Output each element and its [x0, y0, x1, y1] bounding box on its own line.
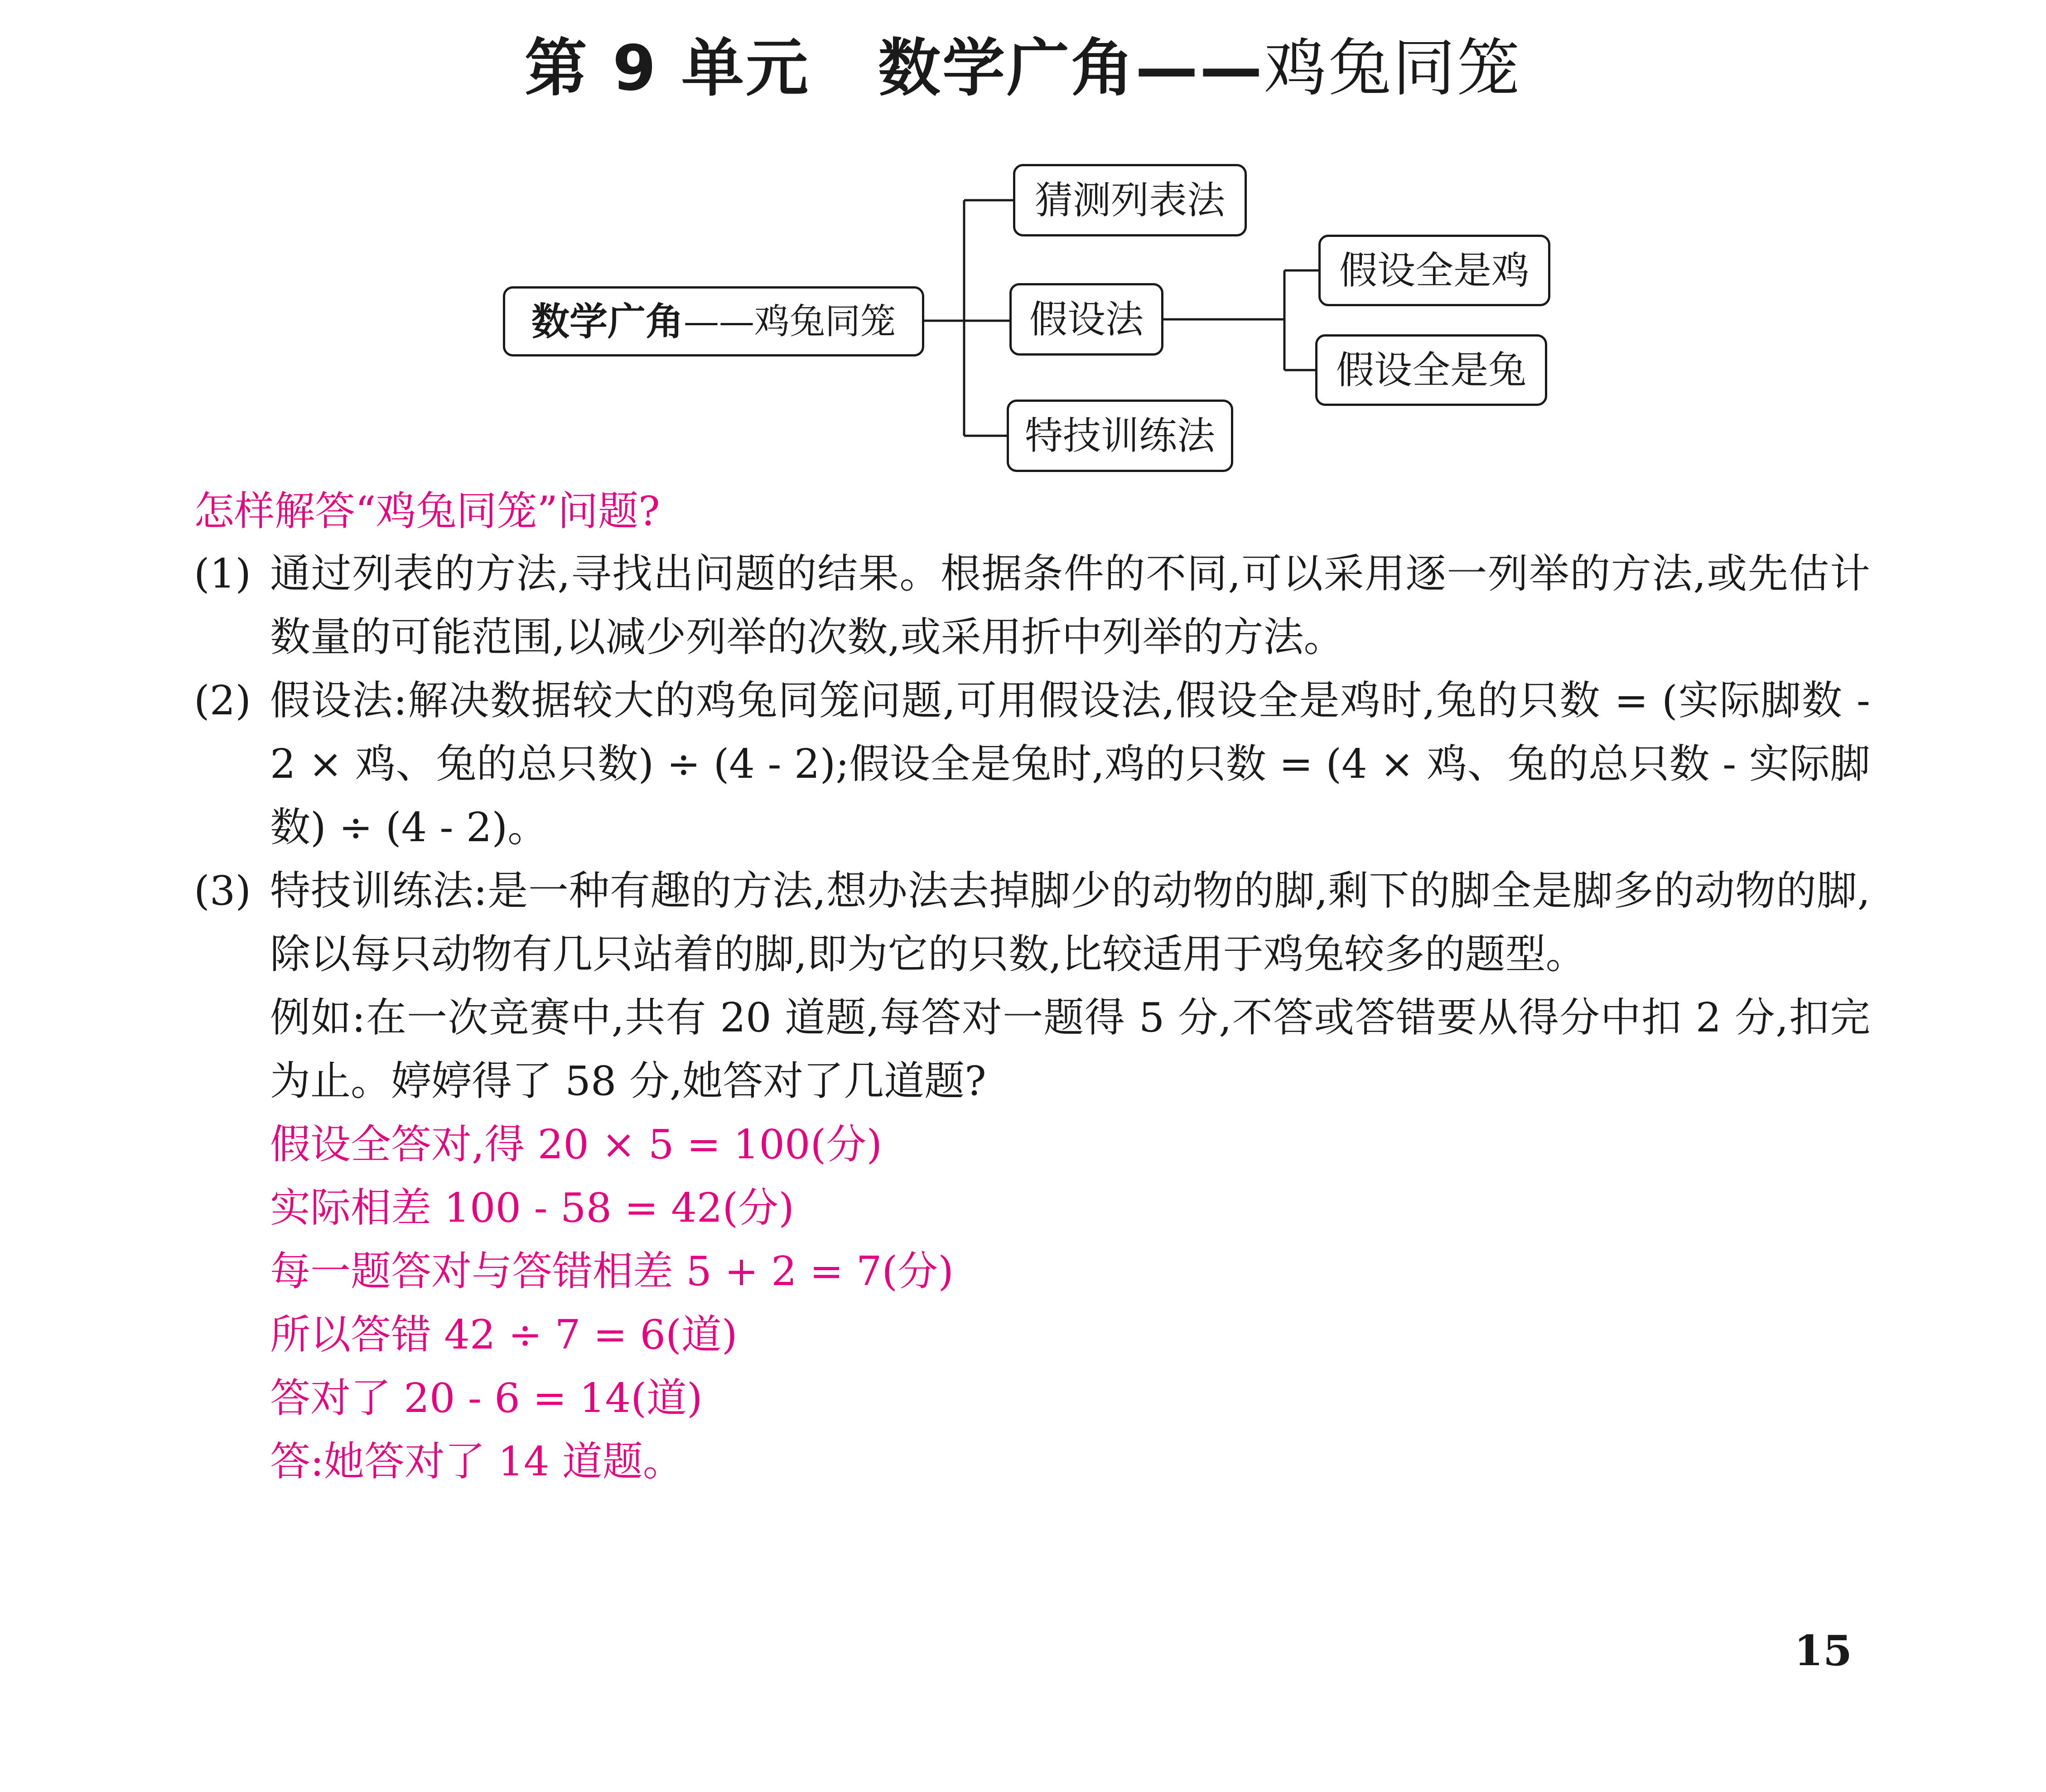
method-item-1	[194, 542, 1870, 669]
item-text: 通过列表的方法,寻找出问题的结果。根据条件的不同,可以采用逐一列举的方法,或先估计数量的可能范围,以减少列举的次数,或采用折中列举的方法。	[270, 550, 1870, 660]
topic-label: 数学广角	[878, 32, 1136, 105]
item-number: (3)	[194, 867, 251, 914]
node-assume-all-chickens: 假设全是鸡	[1318, 235, 1550, 306]
example-paragraph: 例如:在一次竞赛中,共有 20 道题,每答对一题得 5 分,不答或答错要从得分中扣 2 分,扣完为止。婷婷得了 58 分,她答对了几道题?	[270, 994, 1870, 1104]
section-question: 怎样解答“鸡兔同笼”问题?	[194, 487, 660, 535]
root-sub-label: 鸡兔同笼	[754, 301, 896, 342]
mindmap-root-node	[503, 286, 924, 356]
item-text: 特技训练法:是一种有趣的方法,想办法去掉脚少的动物的脚,剩下的脚全是脚多的动物的脚,除以每只动物有几只站着的脚,即为它的只数,比较适用于鸡兔较多的题型。	[270, 867, 1870, 978]
node-special-training-method: 特技训练法	[1007, 400, 1233, 472]
solution-line-2: 实际相差 100 - 58 = 42(分)	[270, 1184, 794, 1231]
unit-label: 第 9 单元	[524, 32, 811, 105]
page-number: 15	[1794, 1626, 1853, 1675]
node-assumption-method: 假设法	[1009, 283, 1163, 356]
item-number: (1)	[194, 550, 251, 597]
method-item-2	[194, 669, 1870, 859]
solution-line-1: 假设全答对,得 20 × 5 = 100(分)	[270, 1121, 883, 1168]
solution-line-4: 所以答错 42 ÷ 7 = 6(道)	[270, 1311, 738, 1358]
root-bold-label: 数学广角	[531, 299, 684, 344]
root-dash: ——	[684, 301, 754, 342]
title-dash: ——	[1135, 32, 1264, 105]
node-assume-all-rabbits: 假设全是兔	[1315, 334, 1547, 406]
solution-line-5: 答对了 20 - 6 = 14(道)	[270, 1374, 703, 1421]
content-block	[194, 480, 1870, 1493]
method-item-3	[194, 859, 1870, 986]
node-guess-list-method: 猜测列表法	[1013, 164, 1247, 236]
title-sub: 鸡兔同笼	[1264, 32, 1522, 105]
item-number: (2)	[194, 677, 251, 724]
solution-line-3: 每一题答对与答错相差 5 + 2 = 7(分)	[270, 1248, 954, 1295]
solution-answer: 答:她答对了 14 道题。	[270, 1438, 683, 1485]
item-text: 假设法:解决数据较大的鸡兔同笼问题,可用假设法,假设全是鸡时,兔的只数 = (实际脚数 - 2 × 鸡、兔的总只数) ÷ (4 - 2);假设全是兔时,鸡的只数 = (4 × 鸡、兔的总只数 - 实际脚数) ÷ (4 - 2)。	[270, 677, 1870, 851]
